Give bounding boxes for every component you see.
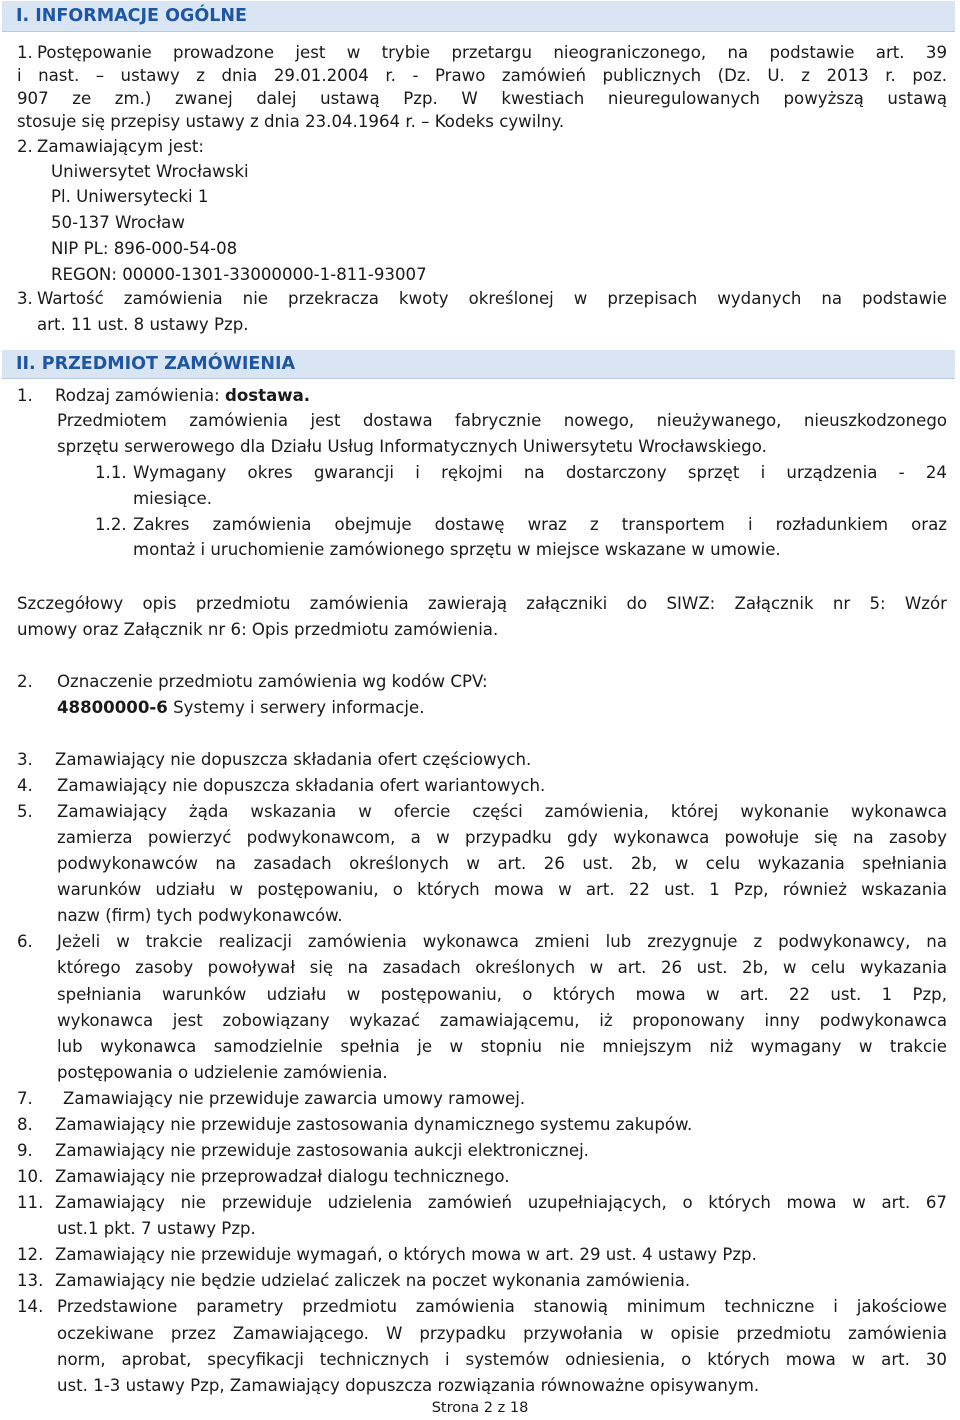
paragraph-line: którego zasoby powoływał się na zasadach określonych w art. 26 ust. 2b, w celu wykazania	[57, 958, 947, 977]
order-type-value: dostawa.	[224, 386, 311, 405]
paragraph-line: Zamawiający nie przeprowadzał dialogu technicznego.	[55, 1167, 510, 1186]
paragraph-line: art. 11 ust. 8 ustawy Pzp.	[37, 315, 249, 334]
paragraph-line: Przedmiotem zamówienia jest dostawa fabrycznie nowego, nieużywanego, nieuszkodzonego	[57, 411, 947, 430]
order-type-label: Rodzaj zamówienia:	[55, 386, 225, 405]
paragraph-line: warunków udziału w postępowaniu, o których mowa w art. 22 ust. 1 Pzp, również wskazania	[57, 880, 947, 899]
paragraph-line: Zamawiający nie przewiduje zastosowania dynamicznego systemu zakupów.	[55, 1115, 693, 1134]
address-street: Pl. Uniwersytecki 1	[51, 187, 209, 206]
section-title-2: II. PRZEDMIOT ZAMÓWIENIA	[16, 354, 296, 374]
paragraph-line: lub wykonawca samodzielnie spełnia je w stopniu nie mniejszym niż wymagany w trakcie	[57, 1037, 947, 1056]
paragraph-line: Oznaczenie przedmiotu zamówienia wg kodów CPV:	[57, 672, 488, 691]
paragraph-line: Przedstawione parametry przedmiotu zamówienia stanowią minimum techniczne i jakościowe	[57, 1297, 947, 1316]
item-number: 6.	[17, 932, 33, 951]
contracting-authority-label: Zamawiającym jest:	[37, 137, 204, 156]
paragraph-line: Wymagany okres gwarancji i rękojmi na dostarczony sprzęt i urządzenia - 24	[133, 463, 947, 482]
item-number: 9.	[17, 1141, 33, 1160]
paragraph-line: miesiące.	[133, 489, 213, 508]
item-number: 4.	[17, 776, 33, 795]
cpv-code-description: Systemy i serwery informacje.	[167, 698, 425, 717]
paragraph-line: Wartość zamówienia nie przekracza kwoty określonej w przepisach wydanych na podstawie	[37, 289, 947, 308]
item-number: 5.	[17, 802, 33, 821]
paragraph-line: Zamawiający nie przewiduje zawarcia umowy ramowej.	[63, 1089, 526, 1108]
paragraph-line: wykonawca jest zobowiązany wykazać zamawiającemu, iż proponowany inny podwykonawca	[57, 1011, 947, 1030]
paragraph-line: Postępowanie prowadzone jest w trybie przetargu nieograniczonego, na podstawie art. 39	[37, 43, 947, 62]
paragraph-line: Jeżeli w trakcie realizacji zamówienia wykonawca zmieni lub zrezygnuje z podwykonawcy, na	[57, 932, 947, 951]
paragraph-line: Zakres zamówienia obejmuje dostawę wraz z transportem i rozładunkiem oraz	[133, 515, 947, 534]
paragraph-line: podwykonawców na zasadach określonych w art. 26 ust. 2b, w celu wykazania spełniania	[57, 854, 947, 873]
item-number: 3.	[17, 750, 33, 769]
subitem-number: 1.1.	[95, 463, 127, 482]
paragraph-line: Zamawiający nie dopuszcza składania ofert wariantowych.	[57, 776, 546, 795]
paragraph-line: umowy oraz Załącznik nr 6: Opis przedmiotu zamówienia.	[17, 620, 499, 639]
item-number: 2.	[17, 137, 33, 156]
address-regon: REGON: 00000-1301-33000000-1-811-93007	[51, 265, 427, 284]
paragraph-line: stosuje się przepisy ustawy z dnia 23.04.1964 r. – Kodeks cywilny.	[17, 112, 565, 131]
subitem-number: 1.2.	[95, 515, 127, 534]
paragraph-line: sprzętu serwerowego dla Działu Usług Informatycznych Uniwersytetu Wrocławskiego.	[57, 437, 767, 456]
paragraph-line: i nast. – ustawy z dnia 29.01.2004 r. - Prawo zamówień publicznych (Dz. U. z 2013 r. poz.	[17, 66, 947, 85]
paragraph-line: postępowania o udzielenie zamówienia.	[57, 1063, 388, 1082]
paragraph-line: zamierza powierzyć podwykonawcom, a w przypadku gdy wykonawca powołuje się na zasoby	[57, 828, 947, 847]
paragraph-line: Szczegółowy opis przedmiotu zamówienia zawierają załączniki do SIWZ: Załącznik nr 5: Wzór	[17, 594, 947, 613]
item-number: 11.	[17, 1193, 44, 1212]
address-city: 50-137 Wrocław	[51, 213, 185, 232]
address-name: Uniwersytet Wrocławski	[51, 162, 249, 181]
item-number: 2.	[17, 672, 33, 691]
item-number: 8.	[17, 1115, 33, 1134]
item-number: 12.	[17, 1245, 44, 1264]
paragraph-line: Zamawiający nie przewiduje zastosowania aukcji elektronicznej.	[55, 1141, 589, 1160]
item-number: 1.	[17, 386, 33, 405]
cpv-code-number: 48800000-6	[57, 698, 168, 717]
paragraph-line: oczekiwane przez Zamawiającego. W przypadku przywołania w opisie przedmiotu zamówienia	[57, 1324, 947, 1343]
paragraph-line: norm, aprobat, specyfikacji technicznych i systemów odniesienia, o których mowa w art. 30	[57, 1350, 947, 1369]
section-title-1: I. INFORMACJE OGÓLNE	[16, 6, 247, 26]
page-number: Strona 2 z 18	[431, 1400, 529, 1416]
item-number: 13.	[17, 1271, 44, 1290]
section-header-1	[2, 1, 955, 32]
paragraph-line: Zamawiający nie przewiduje udzielenia zamówień uzupełniających, o których mowa w art. 67	[55, 1193, 947, 1212]
section-header-2	[2, 350, 955, 379]
item-number: 3.	[17, 289, 33, 308]
paragraph-line: ust. 1-3 ustawy Pzp, Zamawiający dopuszcza rozwiązania równoważne opisywanym.	[57, 1376, 760, 1395]
paragraph-line: montaż i uruchomienie zamówionego sprzętu w miejsce wskazane w umowie.	[133, 540, 781, 559]
cpv-code	[57, 697, 425, 719]
item-number: 1.	[17, 43, 33, 62]
paragraph-line: spełniania warunków udziału w postępowaniu, o których mowa w art. 22 ust. 1 Pzp,	[57, 985, 947, 1004]
paragraph-line: Zamawiający żąda wskazania w ofercie części zamówienia, której wykonanie wykonawca	[57, 802, 947, 821]
paragraph-line: 907 ze zm.) zwanej dalej ustawą Pzp. W kwestiach nieuregulowanych powyższą ustawą	[17, 89, 947, 108]
paragraph-line: nazw (firm) tych podwykonawców.	[57, 906, 343, 925]
item-number: 7.	[17, 1089, 33, 1108]
paragraph-line: ust.1 pkt. 7 ustawy Pzp.	[57, 1219, 256, 1238]
paragraph-line: Zamawiający nie dopuszcza składania ofert częściowych.	[55, 750, 532, 769]
address-nip: NIP PL: 896-000-54-08	[51, 239, 238, 258]
order-type	[55, 385, 310, 407]
item-number: 10.	[17, 1167, 44, 1186]
item-number: 14.	[17, 1297, 44, 1316]
paragraph-line: Zamawiający nie przewiduje wymagań, o których mowa w art. 29 ust. 4 ustawy Pzp.	[55, 1245, 757, 1264]
paragraph-line: Zamawiający nie będzie udzielać zaliczek na poczet wykonania zamówienia.	[55, 1271, 691, 1290]
